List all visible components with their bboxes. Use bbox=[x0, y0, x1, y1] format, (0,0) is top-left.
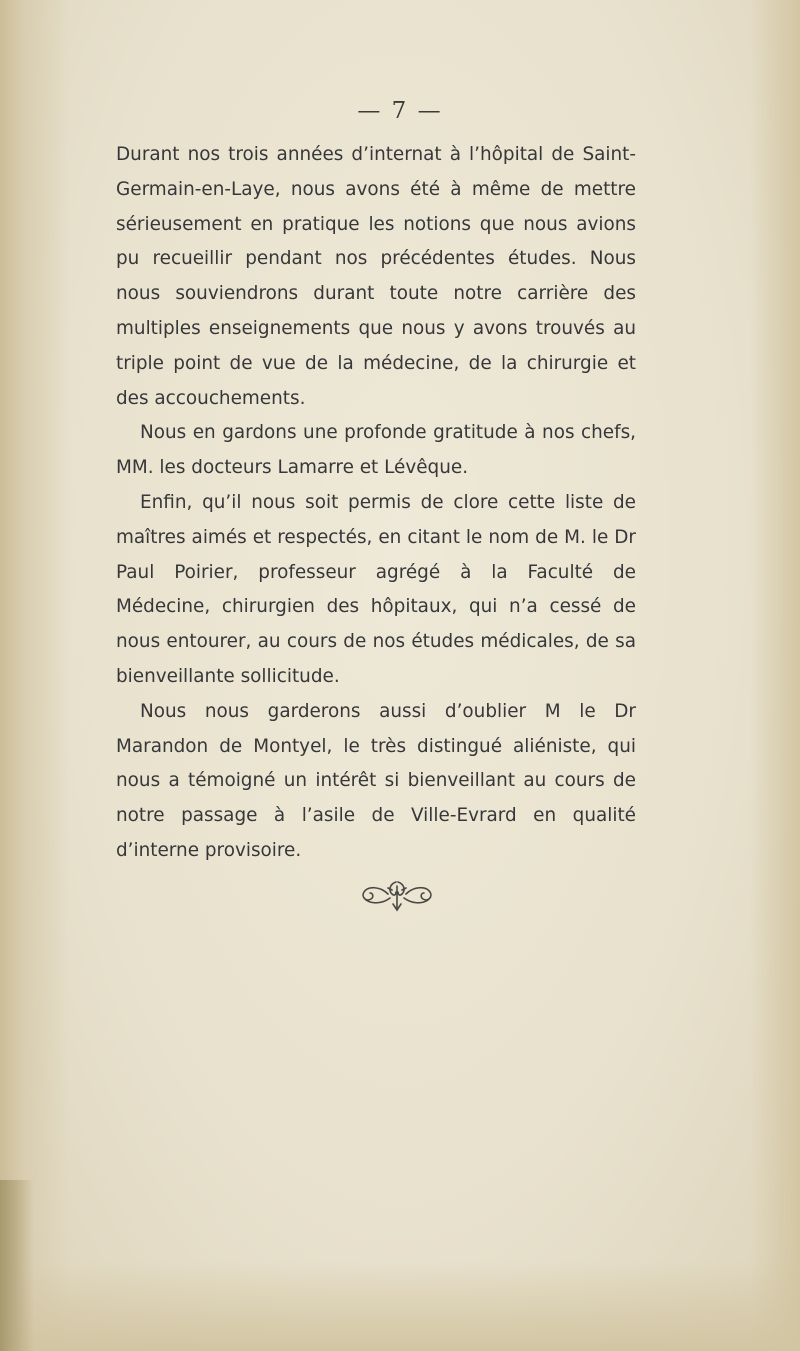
paragraph-poirier: Enfin, qu’il nous soit permis de clore cette liste de maîtres aimés et respectés, en citant le nom de M. le Dr Paul Poirier, professeur agrégé à la Faculté de Médecine, chirurgien des hôpitaux, qui n’a cessé de nous entourer, au cours de nos études médicales, de sa bienveillante sollicitude. bbox=[116, 491, 636, 687]
page-number: — 7 — bbox=[357, 98, 443, 124]
body-text bbox=[116, 138, 636, 869]
fleuron-ornament-icon bbox=[352, 878, 442, 914]
page-edge-shadow-left bbox=[0, 0, 70, 1351]
paragraph-gratitude: Nous en gardons une profonde gratitude à nos chefs, MM. les docteurs Lamarre et Lévêque. bbox=[116, 422, 636, 479]
paragraph-internat: Durant nos trois années d’internat à l’hôpital de Saint-Germain-en-Laye, nous avons été à même de mettre sérieusement en pratique les notions que nous avions pu recueillir pendant nos précédentes études. Nous nous souviendrons durant toute notre carrière des multiples enseignements que nous y avons trouvés au triple point de vue de la médecine, de la chirurgie et des accouchements. bbox=[116, 144, 636, 409]
page-edge-shadow-right bbox=[750, 0, 800, 1351]
binding-shadow bbox=[0, 1180, 34, 1351]
page-edge-shadow-bottom bbox=[0, 1261, 800, 1351]
paragraph-marandon: Nous nous garderons aussi d’oublier M le Dr Marandon de Montyel, le très distingué aliéniste, qui nous a témoigné un intérêt si bienveillant au cours de notre passage à l’asile de Ville-Evrard en qualité d’interne provisoire. bbox=[116, 700, 636, 861]
